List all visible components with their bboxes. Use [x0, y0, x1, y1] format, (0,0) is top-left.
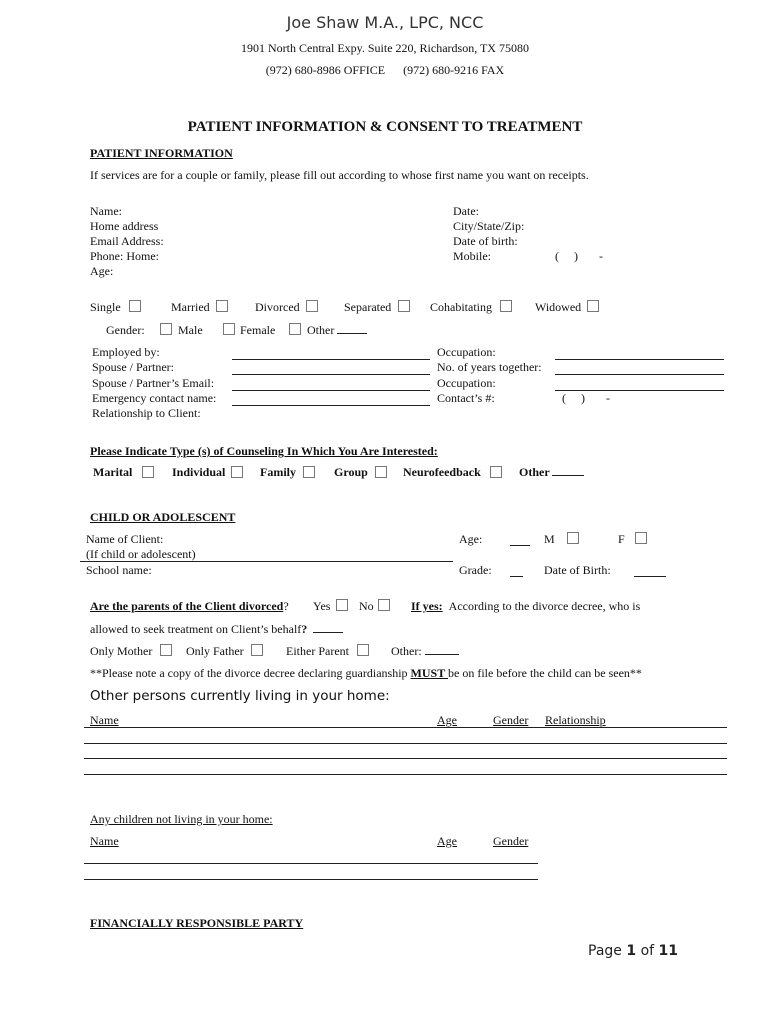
status-widowed-label: Widowed	[535, 300, 582, 314]
child-grade-label: Grade:	[459, 563, 492, 577]
spouse-partner-field[interactable]	[232, 374, 430, 375]
form-title: PATIENT INFORMATION & CONSENT TO TREATMENT	[187, 119, 583, 135]
either-parent-checkbox[interactable]	[357, 644, 369, 656]
only-mother-checkbox[interactable]	[160, 644, 172, 656]
status-single-checkbox[interactable]	[129, 300, 141, 312]
household-row-line[interactable]	[84, 743, 727, 744]
counseling-group-checkbox[interactable]	[375, 466, 387, 478]
practice-name: Joe Shaw M.A., LPC, NCC	[286, 13, 484, 32]
children-away-row-line[interactable]	[84, 879, 538, 880]
counseling-marital-label: Marital	[93, 465, 133, 479]
counseling-other-label: Other	[519, 465, 584, 480]
child-dob-label: Date of Birth:	[544, 563, 611, 577]
employed-by-label: Employed by:	[92, 345, 160, 359]
fax-number: (972) 680-9216 FAX	[403, 63, 505, 77]
emergency-contact-label: Emergency contact name:	[92, 390, 217, 405]
guardianship-note: **Please note a copy of the divorce decree declaring guardianship MUST be on file before the child can be seen**	[90, 666, 642, 680]
status-divorced-label: Divorced	[255, 300, 300, 314]
household-col-gender: Gender	[493, 713, 529, 727]
household-row-line[interactable]	[84, 727, 727, 728]
divorce-no-label: No	[359, 599, 374, 613]
gender-label: Gender:	[106, 323, 145, 337]
only-father-label: Only Father	[186, 644, 244, 658]
child-age-field[interactable]	[510, 545, 530, 546]
counseling-family-label: Family	[260, 465, 296, 479]
child-f-label: F	[618, 532, 625, 546]
age-label[interactable]: Age:	[90, 264, 114, 278]
status-divorced-checkbox[interactable]	[306, 300, 318, 312]
gender-female-label: Female	[240, 323, 276, 337]
years-together-label: No. of years together:	[437, 360, 542, 375]
city-state-zip-label[interactable]: City/State/Zip:	[453, 219, 525, 233]
status-cohabitating-checkbox[interactable]	[500, 300, 512, 312]
school-name-label: School name:	[86, 563, 152, 577]
counseling-family-checkbox[interactable]	[303, 466, 315, 478]
relationship-label: Relationship to Client:	[92, 406, 201, 421]
gender-male-checkbox[interactable]	[160, 323, 172, 335]
counseling-marital-checkbox[interactable]	[142, 466, 154, 478]
financial-heading: FINANCIALLY RESPONSIBLE PARTY	[90, 916, 304, 930]
employed-by-field[interactable]	[232, 359, 430, 360]
status-separated-label: Separated	[344, 300, 392, 314]
children-away-col-name: Name	[90, 834, 119, 848]
only-mother-label: Only Mother	[90, 644, 153, 658]
gender-male-label: Male	[178, 323, 203, 337]
status-widowed-checkbox[interactable]	[587, 300, 599, 312]
counseling-neurofeedback-checkbox[interactable]	[490, 466, 502, 478]
home-address-label[interactable]: Home address	[90, 219, 159, 233]
practice-address: 1901 North Central Expy. Suite 220, Richardson, TX 75080	[241, 41, 529, 55]
child-age-label: Age:	[459, 532, 483, 546]
patient-right-fields	[453, 204, 524, 264]
contact-number-format: ( ) -	[562, 391, 610, 405]
household-heading: Other persons currently living in your home:	[90, 688, 390, 704]
emergency-contact-field[interactable]	[232, 405, 430, 406]
status-separated-checkbox[interactable]	[398, 300, 410, 312]
counseling-heading: Please Indicate Type (s) of Counseling In Which You Are Interested:	[90, 444, 438, 458]
spouse-partner-label: Spouse / Partner:	[92, 360, 174, 375]
divorce-other-field[interactable]	[425, 654, 459, 655]
counseling-neurofeedback-label: Neurofeedback	[403, 465, 481, 479]
decree-text: According to the divorce decree, who is	[448, 599, 641, 613]
children-away-heading: Any children not living in your home:	[90, 812, 273, 826]
child-f-checkbox[interactable]	[635, 532, 647, 544]
if-yes-row	[411, 599, 640, 614]
child-m-checkbox[interactable]	[567, 532, 579, 544]
date-label[interactable]: Date:	[453, 204, 479, 218]
divorce-yes-checkbox[interactable]	[336, 599, 348, 611]
patient-left-fields	[90, 204, 164, 279]
child-name-label: Name of Client:	[86, 532, 164, 546]
child-name-field[interactable]	[80, 561, 453, 562]
divorce-question: Are the parents of the Client divorced	[90, 599, 284, 613]
only-father-checkbox[interactable]	[251, 644, 263, 656]
partner-occupation-label: Occupation:	[437, 375, 496, 390]
child-name-note: (If child or adolescent)	[86, 547, 196, 561]
status-cohabitating-label: Cohabitating	[430, 300, 492, 314]
household-col-name: Name	[90, 713, 119, 727]
counseling-individual-checkbox[interactable]	[231, 466, 243, 478]
mobile-format: ( ) -	[555, 249, 603, 263]
children-away-col-gender: Gender	[493, 834, 529, 848]
child-dob-field[interactable]	[634, 576, 666, 577]
household-col-age: Age	[437, 713, 457, 727]
name-label[interactable]: Name:	[90, 204, 122, 218]
employment-left-labels	[92, 345, 216, 421]
patient-info-heading: PATIENT INFORMATION	[90, 146, 233, 160]
counseling-individual-label: Individual	[172, 465, 226, 479]
home-phone-label[interactable]: Phone: Home:	[90, 249, 159, 263]
counseling-group-label: Group	[334, 465, 368, 479]
occupation-field[interactable]	[555, 359, 724, 360]
spouse-email-label: Spouse / Partner’s Email:	[92, 375, 215, 390]
if-yes-label: If yes:	[411, 599, 443, 613]
status-married-checkbox[interactable]	[216, 300, 228, 312]
household-row-line[interactable]	[84, 774, 727, 775]
child-grade-field[interactable]	[510, 576, 523, 577]
status-single-label: Single	[90, 300, 121, 314]
practice-phones	[0, 63, 770, 78]
page-indicator: Page 1 of 11	[588, 943, 678, 959]
children-away-col-age: Age	[437, 834, 457, 848]
email-label[interactable]: Email Address:	[90, 234, 164, 248]
occupation-label: Occupation:	[437, 345, 496, 359]
divorce-yes-label: Yes	[313, 599, 331, 613]
office-phone: (972) 680-8986 OFFICE	[265, 63, 386, 77]
contact-number-label: Contact’s #:	[437, 390, 495, 405]
household-col-relationship: Relationship	[545, 713, 606, 727]
allowed-text: allowed to seek treatment on Client’s behalf	[90, 622, 302, 636]
spouse-email-field[interactable]	[232, 390, 430, 391]
status-married-label: Married	[171, 300, 210, 314]
divorce-no-checkbox[interactable]	[378, 599, 390, 611]
employment-right-labels	[437, 345, 542, 406]
patient-info-instructions: If services are for a couple or family, please fill out according to whose first name you want on receipts.	[90, 168, 589, 182]
divorce-question-row: Are the parents of the Client divorced?	[90, 599, 289, 613]
children-away-row-line[interactable]	[84, 863, 538, 864]
allowed-field[interactable]	[313, 632, 343, 633]
mobile-label[interactable]: Mobile:	[453, 249, 491, 263]
household-row-line[interactable]	[84, 758, 727, 759]
child-heading: CHILD OR ADOLESCENT	[90, 510, 236, 524]
divorce-other-label: Other:	[391, 644, 459, 659]
date-of-birth-label[interactable]: Date of birth:	[453, 234, 518, 248]
years-together-field[interactable]	[555, 374, 724, 375]
gender-other-checkbox[interactable]	[289, 323, 301, 335]
gender-other-label: Other	[307, 323, 367, 338]
allowed-row: allowed to seek treatment on Client’s behalf?	[90, 622, 343, 637]
gender-female-checkbox[interactable]	[223, 323, 235, 335]
either-parent-label: Either Parent	[286, 644, 349, 658]
child-m-label: M	[544, 532, 555, 546]
